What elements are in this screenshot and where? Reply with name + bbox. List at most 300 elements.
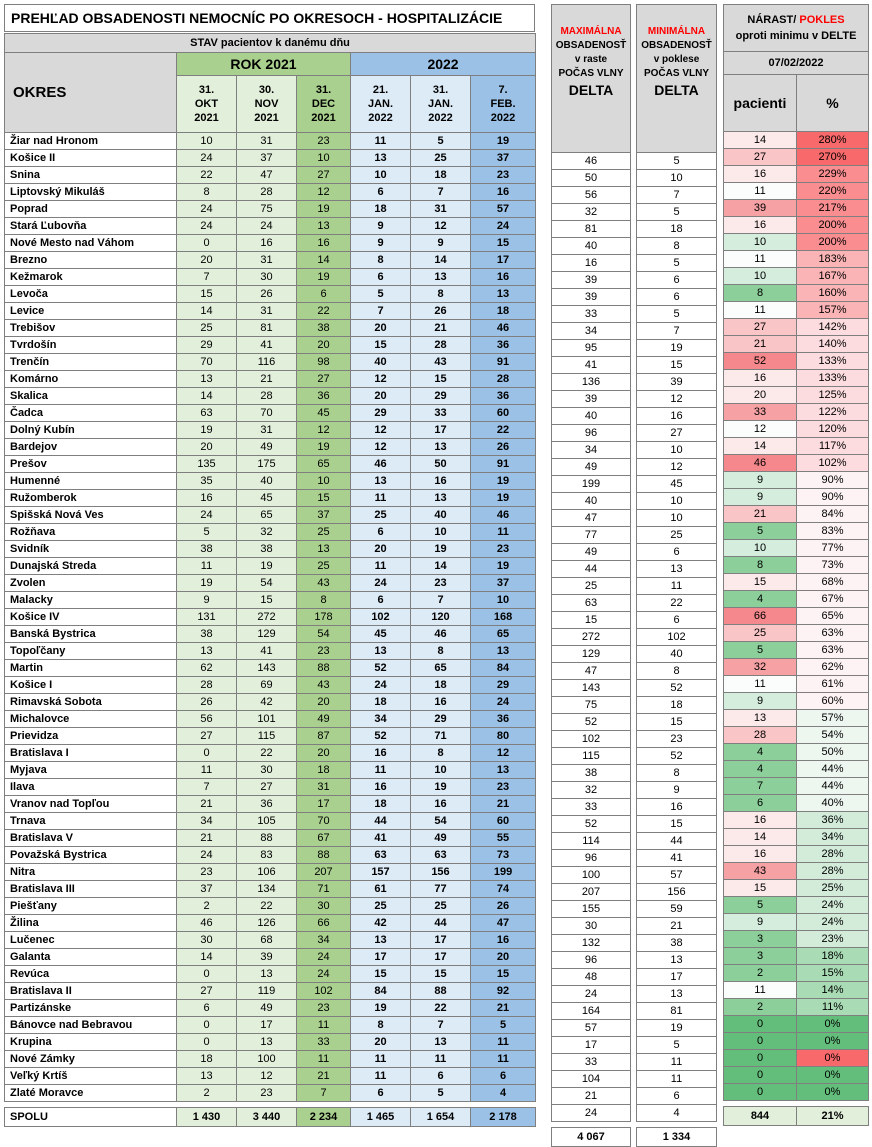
min-value: 12 bbox=[637, 391, 717, 408]
table-row bbox=[5, 1051, 536, 1068]
value-cell: 25 bbox=[297, 524, 351, 541]
min-value: 23 bbox=[637, 731, 717, 748]
value-cell: 10 bbox=[297, 473, 351, 490]
growth-row bbox=[724, 183, 869, 200]
min-value: 5 bbox=[637, 204, 717, 221]
min-value: 22 bbox=[637, 595, 717, 612]
growth-percent: 68% bbox=[797, 574, 869, 591]
growth-row bbox=[724, 404, 869, 421]
min-value: 10 bbox=[637, 442, 717, 459]
value-cell: 0 bbox=[177, 235, 237, 252]
min-row bbox=[637, 748, 717, 765]
growth-row bbox=[724, 336, 869, 353]
growth-row bbox=[724, 387, 869, 404]
growth-percent: 18% bbox=[797, 948, 869, 965]
min-row bbox=[637, 1071, 717, 1088]
table-row bbox=[5, 1017, 536, 1034]
value-cell: 68 bbox=[237, 932, 297, 949]
value-cell: 56 bbox=[177, 711, 237, 728]
value-cell: 16 bbox=[471, 932, 536, 949]
value-cell: 35 bbox=[177, 473, 237, 490]
max-row bbox=[552, 799, 631, 816]
value-cell: 2 bbox=[177, 1085, 237, 1102]
min-row bbox=[637, 782, 717, 799]
value-cell: 14 bbox=[411, 558, 471, 575]
min-value: 8 bbox=[637, 238, 717, 255]
okres-name: Komárno bbox=[5, 371, 177, 388]
growth-pacienti: 3 bbox=[724, 931, 797, 948]
value-cell: 19 bbox=[471, 133, 536, 150]
date-header-line: FEB. bbox=[490, 98, 516, 110]
date-header-line: 2022 bbox=[428, 112, 453, 124]
value-cell: 49 bbox=[411, 830, 471, 847]
max-value: 49 bbox=[552, 544, 631, 561]
max-value: 25 bbox=[552, 578, 631, 595]
value-cell: 38 bbox=[297, 320, 351, 337]
value-cell: 46 bbox=[351, 456, 411, 473]
value-cell: 88 bbox=[297, 847, 351, 864]
value-cell: 41 bbox=[351, 830, 411, 847]
growth-row bbox=[724, 642, 869, 659]
table-row bbox=[5, 762, 536, 779]
max-value: 24 bbox=[552, 1105, 631, 1122]
value-cell: 15 bbox=[411, 966, 471, 983]
value-cell: 19 bbox=[411, 541, 471, 558]
growth-row bbox=[724, 438, 869, 455]
max-value: 15 bbox=[552, 612, 631, 629]
max-value: 39 bbox=[552, 289, 631, 306]
okres-name: Stará Ľubovňa bbox=[5, 218, 177, 235]
growth-pacienti: 11 bbox=[724, 183, 797, 200]
growth-pacienti: 7 bbox=[724, 778, 797, 795]
min-row bbox=[637, 850, 717, 867]
max-row bbox=[552, 612, 631, 629]
min-value: 6 bbox=[637, 272, 717, 289]
okres-name: Prievidza bbox=[5, 728, 177, 745]
value-cell: 23 bbox=[411, 575, 471, 592]
max-row bbox=[552, 1020, 631, 1037]
growth-row bbox=[724, 846, 869, 863]
growth-pacienti: 15 bbox=[724, 880, 797, 897]
value-cell: 19 bbox=[297, 201, 351, 218]
value-cell: 15 bbox=[471, 966, 536, 983]
min-row bbox=[637, 187, 717, 204]
min-value: 45 bbox=[637, 476, 717, 493]
value-cell: 13 bbox=[177, 371, 237, 388]
max-row bbox=[552, 714, 631, 731]
value-cell: 25 bbox=[411, 150, 471, 167]
value-cell: 24 bbox=[471, 694, 536, 711]
max-value: 32 bbox=[552, 782, 631, 799]
max-value: 155 bbox=[552, 901, 631, 918]
value-cell: 34 bbox=[177, 813, 237, 830]
table-row bbox=[5, 354, 536, 371]
growth-pacienti: 21 bbox=[724, 336, 797, 353]
growth-pacienti: 16 bbox=[724, 370, 797, 387]
table-row bbox=[5, 235, 536, 252]
min-row bbox=[637, 510, 717, 527]
min-value: 19 bbox=[637, 1020, 717, 1037]
min-header: MINIMÁLNA OBSADENOSŤ v poklese POČAS VLNY DELTA bbox=[637, 5, 717, 153]
min-row bbox=[637, 544, 717, 561]
growth-pacienti: 11 bbox=[724, 982, 797, 999]
min-value: 6 bbox=[637, 289, 717, 306]
max-row bbox=[552, 408, 631, 425]
min-row bbox=[637, 1088, 717, 1105]
value-cell: 272 bbox=[237, 609, 297, 626]
value-cell: 31 bbox=[297, 779, 351, 796]
min-value: 44 bbox=[637, 833, 717, 850]
value-cell: 38 bbox=[177, 626, 237, 643]
okres-name: Krupina bbox=[5, 1034, 177, 1051]
value-cell: 15 bbox=[237, 592, 297, 609]
growth-percent: 280% bbox=[797, 132, 869, 149]
min-table bbox=[636, 4, 717, 1147]
value-cell: 7 bbox=[177, 779, 237, 796]
okres-name: Partizánske bbox=[5, 1000, 177, 1017]
max-row bbox=[552, 765, 631, 782]
value-cell: 0 bbox=[177, 745, 237, 762]
value-cell: 8 bbox=[177, 184, 237, 201]
table-row bbox=[5, 541, 536, 558]
total-value: 3 440 bbox=[237, 1108, 297, 1127]
value-cell: 17 bbox=[237, 1017, 297, 1034]
table-row bbox=[5, 150, 536, 167]
okres-name: Poprad bbox=[5, 201, 177, 218]
value-cell: 19 bbox=[411, 779, 471, 796]
value-cell: 18 bbox=[351, 796, 411, 813]
min-row bbox=[637, 646, 717, 663]
value-cell: 21 bbox=[411, 320, 471, 337]
okres-name: Snina bbox=[5, 167, 177, 184]
max-row bbox=[552, 238, 631, 255]
value-cell: 18 bbox=[297, 762, 351, 779]
growth-pacienti: 20 bbox=[724, 387, 797, 404]
growth-percent: 62% bbox=[797, 659, 869, 676]
max-row bbox=[552, 1105, 631, 1122]
value-cell: 42 bbox=[237, 694, 297, 711]
min-value: 10 bbox=[637, 170, 717, 187]
table-row bbox=[5, 371, 536, 388]
max-row bbox=[552, 969, 631, 986]
max-value: 38 bbox=[552, 765, 631, 782]
min-value: 12 bbox=[637, 459, 717, 476]
table-row bbox=[5, 320, 536, 337]
value-cell: 13 bbox=[351, 150, 411, 167]
max-row bbox=[552, 306, 631, 323]
okres-name: Čadca bbox=[5, 405, 177, 422]
total-value: 1 654 bbox=[411, 1108, 471, 1127]
value-cell: 207 bbox=[297, 864, 351, 881]
year-2022-header: 2022 bbox=[351, 53, 536, 76]
value-cell: 10 bbox=[411, 524, 471, 541]
growth-row bbox=[724, 761, 869, 778]
okres-name: Ružomberok bbox=[5, 490, 177, 507]
value-cell: 34 bbox=[297, 932, 351, 949]
value-cell: 116 bbox=[237, 354, 297, 371]
okres-name: Bánovce nad Bebravou bbox=[5, 1017, 177, 1034]
growth-pacienti: 14 bbox=[724, 438, 797, 455]
value-cell: 18 bbox=[411, 167, 471, 184]
growth-pacienti: 13 bbox=[724, 710, 797, 727]
value-cell: 11 bbox=[351, 490, 411, 507]
max-row bbox=[552, 1054, 631, 1071]
min-value: 16 bbox=[637, 799, 717, 816]
value-cell: 45 bbox=[237, 490, 297, 507]
min-row bbox=[637, 153, 717, 170]
max-row bbox=[552, 561, 631, 578]
value-cell: 47 bbox=[471, 915, 536, 932]
min-total-row bbox=[637, 1128, 717, 1147]
subtitle: STAV pacientov k danému dňu bbox=[5, 34, 536, 53]
growth-date: 07/02/2022 bbox=[724, 52, 869, 75]
value-cell: 134 bbox=[237, 881, 297, 898]
max-header: MAXIMÁLNA OBSADENOSŤ v raste POČAS VLNY DELTA bbox=[552, 5, 631, 153]
growth-header: NÁRAST/ POKLES oproti minimu v DELTE bbox=[724, 5, 869, 52]
total-value: 1 430 bbox=[177, 1108, 237, 1127]
max-row bbox=[552, 221, 631, 238]
table-row bbox=[5, 473, 536, 490]
value-cell: 23 bbox=[297, 1000, 351, 1017]
growth-row bbox=[724, 302, 869, 319]
value-cell: 12 bbox=[351, 439, 411, 456]
value-cell: 11 bbox=[351, 558, 411, 575]
value-cell: 40 bbox=[411, 507, 471, 524]
table-row bbox=[5, 1085, 536, 1102]
min-value: 38 bbox=[637, 935, 717, 952]
value-cell: 63 bbox=[177, 405, 237, 422]
min-row bbox=[637, 459, 717, 476]
value-cell: 17 bbox=[351, 949, 411, 966]
growth-row bbox=[724, 370, 869, 387]
value-cell: 10 bbox=[177, 133, 237, 150]
growth-percent: 60% bbox=[797, 693, 869, 710]
min-row bbox=[637, 289, 717, 306]
value-cell: 41 bbox=[237, 337, 297, 354]
value-cell: 0 bbox=[177, 1017, 237, 1034]
growth-row bbox=[724, 285, 869, 302]
value-cell: 37 bbox=[297, 507, 351, 524]
value-cell: 24 bbox=[351, 575, 411, 592]
value-cell: 73 bbox=[471, 847, 536, 864]
value-cell: 20 bbox=[471, 949, 536, 966]
okres-name: Liptovský Mikuláš bbox=[5, 184, 177, 201]
date-header-line: 2021 bbox=[311, 112, 336, 124]
value-cell: 25 bbox=[177, 320, 237, 337]
max-value: 143 bbox=[552, 680, 631, 697]
value-cell: 0 bbox=[177, 966, 237, 983]
max-value: 56 bbox=[552, 187, 631, 204]
value-cell: 19 bbox=[471, 490, 536, 507]
max-value: 96 bbox=[552, 952, 631, 969]
max-row bbox=[552, 748, 631, 765]
min-row bbox=[637, 408, 717, 425]
value-cell: 54 bbox=[297, 626, 351, 643]
table-row bbox=[5, 745, 536, 762]
value-cell: 25 bbox=[411, 898, 471, 915]
value-cell: 14 bbox=[411, 252, 471, 269]
max-row bbox=[552, 442, 631, 459]
value-cell: 54 bbox=[411, 813, 471, 830]
okres-name: Rožňava bbox=[5, 524, 177, 541]
min-value: 18 bbox=[637, 697, 717, 714]
value-cell: 88 bbox=[411, 983, 471, 1000]
value-cell: 55 bbox=[471, 830, 536, 847]
value-cell: 23 bbox=[297, 133, 351, 150]
growth-pacienti: 25 bbox=[724, 625, 797, 642]
value-cell: 39 bbox=[237, 949, 297, 966]
growth-row bbox=[724, 676, 869, 693]
table-row bbox=[5, 626, 536, 643]
value-cell: 15 bbox=[351, 337, 411, 354]
okres-name: Prešov bbox=[5, 456, 177, 473]
min-row bbox=[637, 884, 717, 901]
min-value: 11 bbox=[637, 1054, 717, 1071]
value-cell: 26 bbox=[471, 439, 536, 456]
max-value: 17 bbox=[552, 1037, 631, 1054]
value-cell: 36 bbox=[471, 711, 536, 728]
min-total: 1 334 bbox=[637, 1128, 717, 1147]
growth-pacienti: 39 bbox=[724, 200, 797, 217]
value-cell: 14 bbox=[177, 303, 237, 320]
max-row bbox=[552, 595, 631, 612]
value-cell: 75 bbox=[237, 201, 297, 218]
growth-pacienti: 0 bbox=[724, 1033, 797, 1050]
min-value: 9 bbox=[637, 782, 717, 799]
min-row bbox=[637, 969, 717, 986]
value-cell: 135 bbox=[177, 456, 237, 473]
value-cell: 10 bbox=[411, 762, 471, 779]
growth-row bbox=[724, 778, 869, 795]
okres-name: Martin bbox=[5, 660, 177, 677]
value-cell: 6 bbox=[471, 1068, 536, 1085]
total-value: 1 465 bbox=[351, 1108, 411, 1127]
min-row bbox=[637, 476, 717, 493]
value-cell: 71 bbox=[411, 728, 471, 745]
value-cell: 30 bbox=[237, 762, 297, 779]
min-value: 8 bbox=[637, 663, 717, 680]
max-row bbox=[552, 204, 631, 221]
value-cell: 11 bbox=[177, 558, 237, 575]
table-row bbox=[5, 847, 536, 864]
growth-percent: 0% bbox=[797, 1084, 869, 1101]
max-value: 164 bbox=[552, 1003, 631, 1020]
table-row bbox=[5, 915, 536, 932]
total-value: 2 178 bbox=[471, 1108, 536, 1127]
value-cell: 38 bbox=[177, 541, 237, 558]
total-row bbox=[5, 1108, 536, 1127]
growth-pacienti: 5 bbox=[724, 642, 797, 659]
max-row bbox=[552, 170, 631, 187]
growth-percent: 90% bbox=[797, 489, 869, 506]
value-cell: 31 bbox=[237, 133, 297, 150]
growth-pacienti: 12 bbox=[724, 421, 797, 438]
min-value: 15 bbox=[637, 357, 717, 374]
okres-name: Rimavská Sobota bbox=[5, 694, 177, 711]
value-cell: 24 bbox=[177, 201, 237, 218]
growth-pacienti: 11 bbox=[724, 676, 797, 693]
value-cell: 77 bbox=[411, 881, 471, 898]
okres-name: Nové Mesto nad Váhom bbox=[5, 235, 177, 252]
min-row bbox=[637, 595, 717, 612]
col-pacienti: pacienti bbox=[724, 75, 797, 132]
growth-percent: 77% bbox=[797, 540, 869, 557]
value-cell: 6 bbox=[177, 1000, 237, 1017]
value-cell: 10 bbox=[471, 592, 536, 609]
date-header bbox=[351, 76, 411, 133]
value-cell: 7 bbox=[411, 1017, 471, 1034]
max-value: 47 bbox=[552, 510, 631, 527]
okres-name: Skalica bbox=[5, 388, 177, 405]
growth-pacienti: 0 bbox=[724, 1067, 797, 1084]
max-value: 104 bbox=[552, 1071, 631, 1088]
growth-pacienti: 9 bbox=[724, 693, 797, 710]
value-cell: 13 bbox=[411, 269, 471, 286]
value-cell: 20 bbox=[177, 252, 237, 269]
growth-row bbox=[724, 421, 869, 438]
value-cell: 11 bbox=[471, 1051, 536, 1068]
okres-name: Levice bbox=[5, 303, 177, 320]
growth-percent: 220% bbox=[797, 183, 869, 200]
value-cell: 19 bbox=[471, 558, 536, 575]
value-cell: 16 bbox=[297, 235, 351, 252]
table-row bbox=[5, 643, 536, 660]
value-cell: 12 bbox=[411, 218, 471, 235]
value-cell: 6 bbox=[297, 286, 351, 303]
max-value: 32 bbox=[552, 204, 631, 221]
value-cell: 16 bbox=[177, 490, 237, 507]
value-cell: 36 bbox=[297, 388, 351, 405]
value-cell: 15 bbox=[297, 490, 351, 507]
growth-pacienti: 8 bbox=[724, 557, 797, 574]
value-cell: 175 bbox=[237, 456, 297, 473]
value-cell: 156 bbox=[411, 864, 471, 881]
min-row bbox=[637, 952, 717, 969]
growth-pacienti: 9 bbox=[724, 914, 797, 931]
table-row bbox=[5, 218, 536, 235]
okres-name: Dunajská Streda bbox=[5, 558, 177, 575]
min-value: 18 bbox=[637, 221, 717, 238]
min-row bbox=[637, 714, 717, 731]
value-cell: 15 bbox=[351, 966, 411, 983]
growth-row bbox=[724, 948, 869, 965]
max-row bbox=[552, 646, 631, 663]
value-cell: 178 bbox=[297, 609, 351, 626]
growth-percent: 54% bbox=[797, 727, 869, 744]
okres-name: Košice II bbox=[5, 150, 177, 167]
growth-row bbox=[724, 710, 869, 727]
value-cell: 17 bbox=[297, 796, 351, 813]
value-cell: 65 bbox=[297, 456, 351, 473]
value-cell: 13 bbox=[177, 643, 237, 660]
table-row bbox=[5, 677, 536, 694]
value-cell: 11 bbox=[351, 133, 411, 150]
value-cell: 102 bbox=[297, 983, 351, 1000]
value-cell: 18 bbox=[411, 677, 471, 694]
value-cell: 25 bbox=[351, 507, 411, 524]
value-cell: 101 bbox=[237, 711, 297, 728]
value-cell: 27 bbox=[177, 983, 237, 1000]
max-value: 48 bbox=[552, 969, 631, 986]
max-value: 63 bbox=[552, 595, 631, 612]
value-cell: 19 bbox=[177, 575, 237, 592]
value-cell: 40 bbox=[237, 473, 297, 490]
value-cell: 54 bbox=[237, 575, 297, 592]
min-row bbox=[637, 1105, 717, 1122]
value-cell: 10 bbox=[297, 150, 351, 167]
value-cell: 9 bbox=[177, 592, 237, 609]
max-value: 21 bbox=[552, 1088, 631, 1105]
